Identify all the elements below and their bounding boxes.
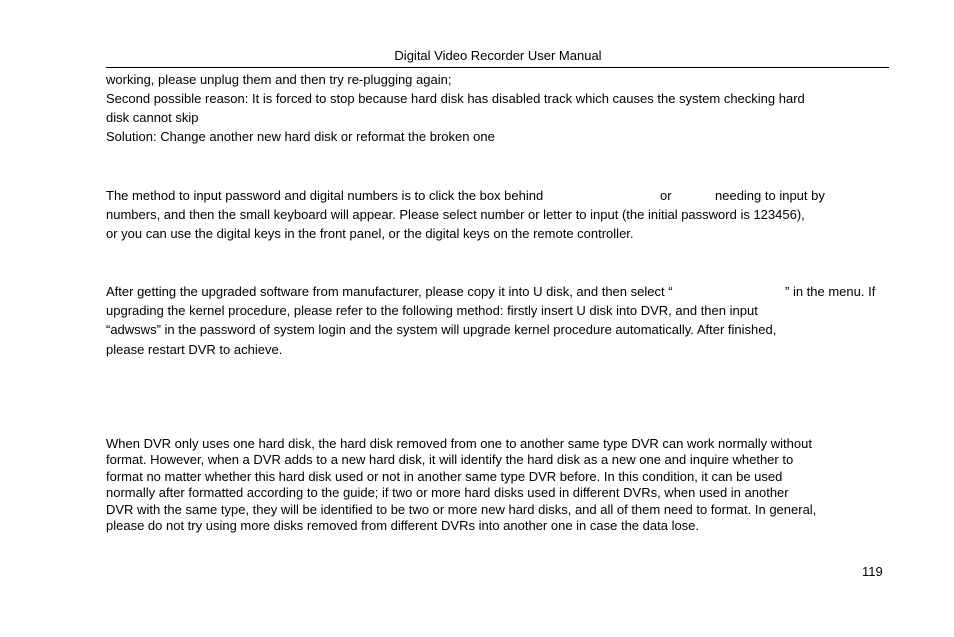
- paragraph-line: working, please unplug them and then try re-plugging again;: [106, 72, 452, 87]
- paragraph-line: DVR with the same type, they will be identified to be two or more new hard disks, and all of them need to format. In general,: [106, 502, 817, 517]
- paragraph-line: normally after formatted according to the guide; if two or more hard disks used in different DVRs, when used in another: [106, 485, 789, 500]
- paragraph-line: “adwsws” in the password of system login and the system will upgrade kernel procedure automatically. After finished,: [106, 322, 777, 337]
- text-segment: The method to input password and digital numbers is to click the box behind: [106, 188, 544, 203]
- paragraph-line: Solution: Change another new hard disk or reformat the broken one: [106, 129, 495, 144]
- paragraph-line: format. However, when a DVR adds to a new hard disk, it will identify the hard disk as a new one and inquire whether to: [106, 452, 794, 467]
- paragraph-line: format no matter whether this hard disk used or not in another same type DVR before. In this condition, it can be used: [106, 469, 783, 484]
- paragraph-line: [106, 188, 889, 204]
- paragraph-line: numbers, and then the small keyboard will appear. Please select number or letter to input (the initial password is 123456),: [106, 207, 805, 222]
- text-segment: or: [660, 188, 672, 203]
- paragraph-line: upgrading the kernel procedure, please refer to the following method: firstly insert U disk into DVR, and then input: [106, 303, 758, 318]
- paragraph-line: please do not try using more disks removed from different DVRs into another one in case the data lose.: [106, 518, 700, 533]
- paragraph-line: or you can use the digital keys in the front panel, or the digital keys on the remote controller.: [106, 226, 634, 241]
- paragraph-line: When DVR only uses one hard disk, the hard disk removed from one to another same type DVR can work normally without: [106, 436, 812, 451]
- text-segment: After getting the upgraded software from manufacturer, please copy it into U disk, and then select “: [106, 284, 673, 299]
- page-number: 119: [862, 564, 883, 579]
- paragraph-line: Second possible reason: It is forced to stop because hard disk has disabled track which causes the system checking hard: [106, 91, 805, 106]
- paragraph-line: [106, 284, 889, 300]
- text-segment: needing to input by: [715, 188, 825, 203]
- paragraph-line: please restart DVR to achieve.: [106, 342, 283, 357]
- header-divider: [106, 67, 889, 68]
- text-segment: ” in the menu. If: [785, 284, 876, 299]
- header-title: Digital Video Recorder User Manual: [394, 48, 602, 63]
- paragraph-line: disk cannot skip: [106, 110, 199, 125]
